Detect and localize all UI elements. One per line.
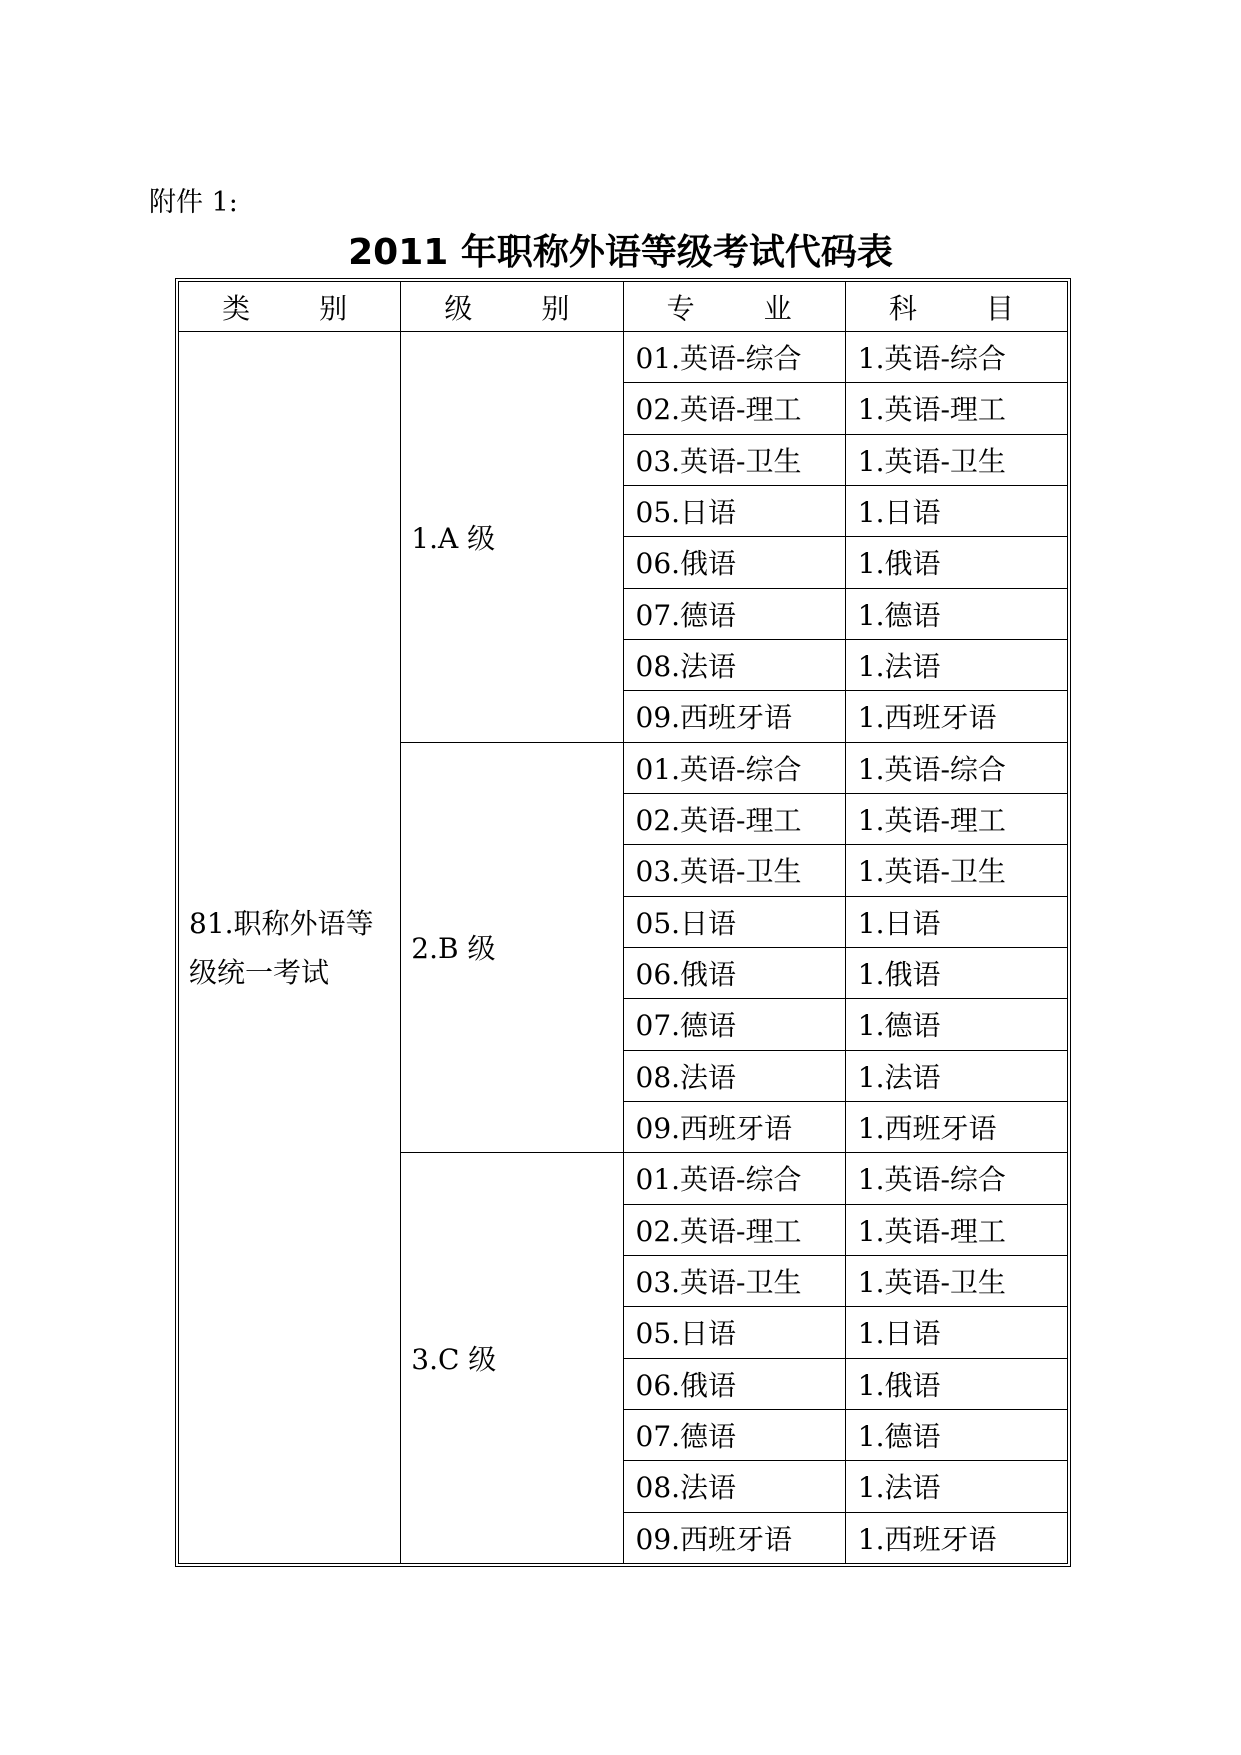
major-cell: 08.法语 [623,1461,845,1512]
level-cell: 1.A 级 [401,332,623,743]
subject-cell: 1.西班牙语 [845,1512,1067,1563]
major-cell: 07.德语 [623,999,845,1050]
subject-cell: 1.英语-卫生 [845,1255,1067,1306]
subject-cell: 1.英语-综合 [845,332,1067,383]
subject-cell: 1.英语-理工 [845,383,1067,434]
major-cell: 03.英语-卫生 [623,845,845,896]
major-cell: 09.西班牙语 [623,691,845,742]
major-cell: 02.英语-理工 [623,1204,845,1255]
attachment-label: 附件 1: [149,187,238,218]
subject-cell: 1.法语 [845,639,1067,690]
major-cell: 03.英语-卫生 [623,1255,845,1306]
page-title: 2011 年职称外语等级考试代码表 [348,232,893,273]
major-cell: 01.英语-综合 [623,742,845,793]
major-cell: 05.日语 [623,485,845,536]
major-cell: 07.德语 [623,1409,845,1460]
header-subject: 科 目 [845,282,1067,332]
table-body [179,332,1068,1564]
code-table-frame [175,278,1071,1567]
subject-cell: 1.俄语 [845,537,1067,588]
major-cell: 08.法语 [623,1050,845,1101]
major-cell: 08.法语 [623,639,845,690]
header-category: 类 别 [179,282,401,332]
subject-cell: 1.日语 [845,896,1067,947]
major-cell: 01.英语-综合 [623,332,845,383]
header-major: 专 业 [623,282,845,332]
subject-cell: 1.德语 [845,1409,1067,1460]
header-level: 级 别 [401,282,623,332]
subject-cell: 1.西班牙语 [845,1101,1067,1152]
level-cell: 2.B 级 [401,742,623,1153]
major-cell: 06.俄语 [623,1358,845,1409]
subject-cell: 1.俄语 [845,947,1067,998]
major-cell: 02.英语-理工 [623,383,845,434]
subject-cell: 1.英语-理工 [845,1204,1067,1255]
subject-cell: 1.俄语 [845,1358,1067,1409]
major-cell: 09.西班牙语 [623,1512,845,1563]
subject-cell: 1.英语-综合 [845,1153,1067,1204]
subject-cell: 1.英语-卫生 [845,845,1067,896]
major-cell: 09.西班牙语 [623,1101,845,1152]
subject-cell: 1.法语 [845,1461,1067,1512]
subject-cell: 1.英语-卫生 [845,434,1067,485]
code-table [178,281,1068,1564]
subject-cell: 1.英语-综合 [845,742,1067,793]
subject-cell: 1.法语 [845,1050,1067,1101]
major-cell: 06.俄语 [623,947,845,998]
table-header-row [179,282,1068,332]
major-cell: 01.英语-综合 [623,1153,845,1204]
subject-cell: 1.日语 [845,1307,1067,1358]
major-cell: 06.俄语 [623,537,845,588]
table-row [179,332,1068,383]
major-cell: 07.德语 [623,588,845,639]
subject-cell: 1.日语 [845,485,1067,536]
category-cell: 81.职称外语等级统一考试 [179,332,401,1564]
major-cell: 05.日语 [623,1307,845,1358]
subject-cell: 1.西班牙语 [845,691,1067,742]
subject-cell: 1.德语 [845,588,1067,639]
major-cell: 02.英语-理工 [623,793,845,844]
subject-cell: 1.英语-理工 [845,793,1067,844]
subject-cell: 1.德语 [845,999,1067,1050]
major-cell: 03.英语-卫生 [623,434,845,485]
major-cell: 05.日语 [623,896,845,947]
level-cell: 3.C 级 [401,1153,623,1564]
